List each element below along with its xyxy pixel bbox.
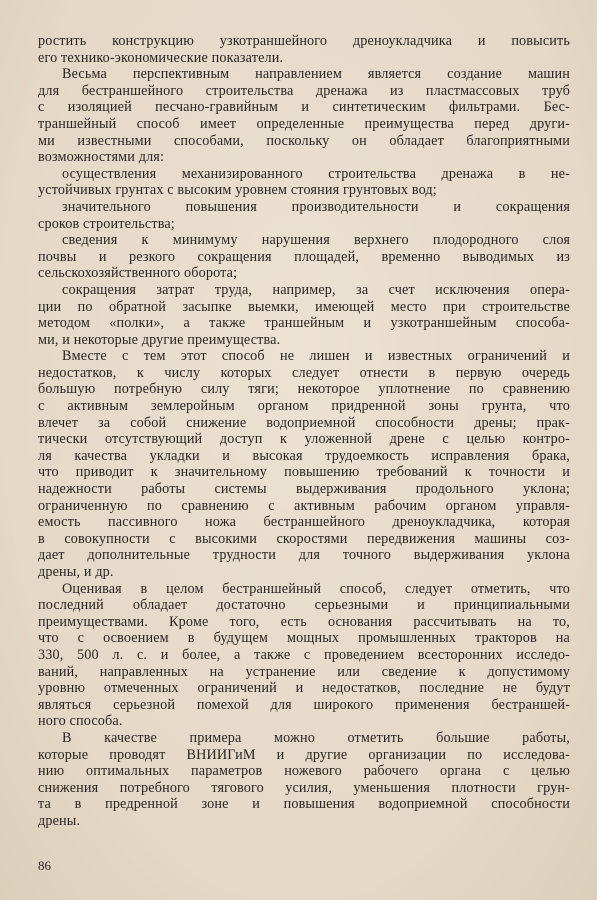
text-line: дает дополнительные трудности для точного выдерживания уклона xyxy=(38,547,570,564)
text-line: ростить конструкцию узкотраншейного дреноукладчика и повысить xyxy=(38,33,570,49)
text-line: сельскохозяйственного оборота; xyxy=(38,265,238,282)
text-line: надежности работы системы выдерживания продольного уклона; xyxy=(38,481,570,498)
text-line: сведения к минимуму нарушения верхнего плодородного слоя xyxy=(62,232,570,249)
text-line: являться серьезной помехой для широкого применения бестраншей- xyxy=(38,696,570,713)
text-line: ми, и некоторые другие преимущества. xyxy=(38,331,281,348)
text-line: его технико-экономические показатели. xyxy=(38,49,284,66)
text-line: траншейный способ имеет определенные преимущества перед други- xyxy=(38,115,570,132)
text-line: большую потребную силу тяги; некоторое уплотнение по сравнению xyxy=(38,381,570,398)
text-line: в совокупности с высокими скоростями передвижения машины соз- xyxy=(38,530,570,547)
text-line: ции по обратной засыпке выемки, имеющей место при строительстве xyxy=(38,298,570,315)
text-line: дрены. xyxy=(38,812,81,829)
text-line: снижения потребного тягового усилия, уменьшения плотности грун- xyxy=(38,779,570,796)
text-line: Вместе с тем этот способ не лишен и известных ограничений и xyxy=(62,348,570,365)
text-line: недостатков, к числу которых следует отнести в первую очередь xyxy=(38,364,570,381)
text-line: сроков строительства; xyxy=(38,215,175,232)
text-line: ваний, направленных на устранение или сведение к допустимому xyxy=(38,663,570,680)
text-line: Весьма перспективным направлением является создание машин xyxy=(62,66,570,83)
text-line: ми известными способами, поскольку он обладает благоприятными xyxy=(38,132,570,149)
text-line: значительного повышения производительности и сокращения xyxy=(62,198,570,215)
text-line: ля качества укладки и высокая трудоемкость исправления брака, xyxy=(38,447,570,464)
text-line: ограниченную по сравнению с активным рабочим органом управля- xyxy=(38,497,570,514)
text-line: В качестве примера можно отметить большие работы, xyxy=(62,729,570,746)
text-line: устойчивых грунтах с высоким уровнем стояния грунтовых вод; xyxy=(38,182,437,199)
text-line: преимуществами. Кроме того, есть основания рассчитывать на то, xyxy=(38,613,570,630)
text-line: нию оптимальных параметров ножевого рабочего органа с целью xyxy=(38,763,570,780)
text-line: с изоляцией песчано-гравийным и синтетическим фильтрами. Бес- xyxy=(38,99,570,116)
text-line: та в предренной зоне и повышения водоприемной способности xyxy=(38,796,570,813)
text-line: осуществления механизированного строительства дренажа в не- xyxy=(62,165,570,182)
text-line: что с освоением в будущем мощных промышленных тракторов на xyxy=(38,630,570,647)
text-line: методом «полки», а также траншейным и узкотраншейным способа- xyxy=(38,315,570,332)
text-line: 330, 500 л. с. и более, а также с проведением всесторонних исследо- xyxy=(38,646,570,663)
text-line: ного способа. xyxy=(38,713,123,730)
page-number: 86 xyxy=(38,858,51,873)
text-line: влечет за собой снижение водоприемной способности дрены; прак- xyxy=(38,414,570,431)
text-line: дрены, и др. xyxy=(38,564,114,580)
text-line: уровню отмеченных ограничений и недостатков, последние не будут xyxy=(38,680,570,697)
text-line: с активным землеройным органом придренной зоны грунта, что xyxy=(38,398,570,415)
text-line: что приводит к значительному повышению требований к точности и xyxy=(38,464,570,481)
text-line: которые проводят ВНИИГиМ и другие организации по исследова- xyxy=(38,746,570,763)
body-text xyxy=(38,33,570,830)
text-line: тически отсутствующий доступ к уложенной дрене с целью контро- xyxy=(38,431,570,448)
text-line: последний обладает достаточно серьезными и принципиальными xyxy=(38,597,570,614)
text-line: Оценивая в целом бестраншейный способ, следует отметить, что xyxy=(62,580,570,597)
text-line: сокращения затрат труда, например, за счет исключения опера- xyxy=(62,281,570,298)
text-line: возможностями для: xyxy=(38,149,165,166)
text-line: почвы и резкого сокращения площадей, временно выводимых из xyxy=(38,248,570,265)
text-line: для бестраншейного строительства дренажа из пластмассовых труб xyxy=(38,82,570,99)
text-line: емость пассивного ножа бестраншейного дреноукладчика, которая xyxy=(38,514,570,531)
